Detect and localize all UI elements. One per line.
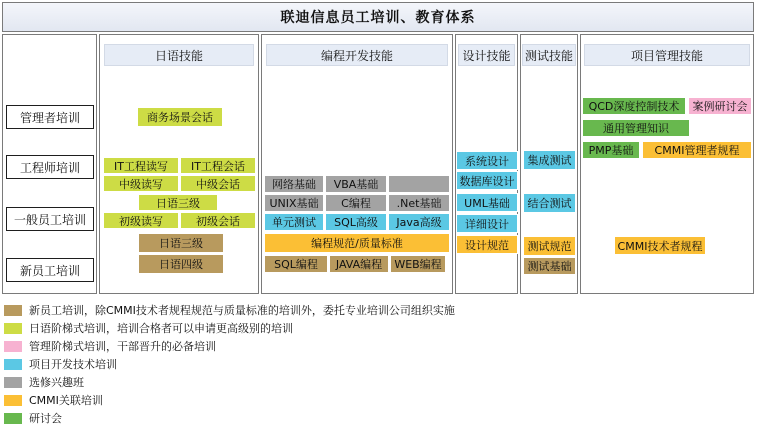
- course-japanese-level3-staff: 日语三级: [138, 194, 218, 211]
- legend-swatch: [4, 413, 22, 424]
- legend-item-new-staff: [4, 303, 455, 317]
- legend-item-elective: [4, 375, 84, 389]
- column-header-design: 设计技能: [458, 44, 515, 66]
- course-java-advanced: Java高级: [388, 213, 450, 231]
- course-vba-basics: VBA基础: [325, 175, 387, 193]
- course-japanese-level3-new: 日语三级: [138, 233, 224, 253]
- legend-item-japanese: [4, 321, 293, 335]
- legend-item-cmmi: [4, 393, 103, 407]
- course-coding-standards: 编程规范/质量标准: [264, 233, 450, 253]
- course-dotnet-basics: .Net基础: [388, 194, 450, 212]
- course-cmmi-manager: CMMI管理者规程: [642, 141, 752, 159]
- course-testing-standards: 测试规范: [523, 236, 576, 256]
- legend-text: 新员工培训，除CMMI技术者规程规范与质量标准的培训外，委托专业培训公司组织实施: [29, 304, 455, 317]
- column-header-programming: 编程开发技能: [266, 44, 448, 66]
- course-c-programming: C编程: [325, 194, 387, 212]
- course-web-programming: WEB编程: [390, 255, 446, 273]
- row-label-new-staff: 新员工培训: [6, 258, 94, 282]
- legend-swatch: [4, 377, 22, 388]
- legend-swatch: [4, 395, 22, 406]
- course-combined-testing: 结合测试: [523, 193, 576, 213]
- course-unix-basics: UNIX基础: [264, 194, 324, 212]
- course-qcd-control: QCD深度控制技术: [582, 97, 686, 115]
- legend-text: 管理阶梯式培训，干部晋升的必备培训: [29, 340, 216, 353]
- column-header-japanese: 日语技能: [104, 44, 254, 66]
- course-sql-programming: SQL编程: [264, 255, 328, 273]
- course-basic-read-write: 初级读写: [103, 212, 179, 229]
- course-detailed-design: 详细设计: [456, 214, 518, 233]
- legend-swatch: [4, 359, 22, 370]
- course-it-read-write: IT工程读写: [103, 157, 179, 174]
- pm-panel: [580, 34, 754, 294]
- diagram-title: 联迪信息员工培训、教育体系: [2, 2, 754, 32]
- course-it-conversation: IT工程会话: [180, 157, 256, 174]
- course-uml-basics: UML基础: [456, 193, 518, 212]
- course-intermediate-conversation: 中级会话: [180, 175, 256, 192]
- course-integration-testing: 集成测试: [523, 150, 576, 170]
- column-header-testing: 测试技能: [522, 44, 576, 66]
- course-intermediate-read-write: 中级读写: [103, 175, 179, 192]
- legend-text: 选修兴趣班: [29, 376, 84, 389]
- legend-text: 日语阶梯式培训，培训合格者可以申请更高级别的培训: [29, 322, 293, 335]
- course-pmp-basics: PMP基础: [582, 141, 640, 159]
- row-label-general-staff: 一般员工培训: [6, 207, 94, 231]
- course-blank-elective: [388, 175, 450, 193]
- legend-text: CMMI关联培训: [29, 394, 103, 407]
- course-general-management: 通用管理知识: [582, 119, 690, 137]
- course-network-basics: 网络基础: [264, 175, 324, 193]
- course-case-workshop: 案例研讨会: [688, 97, 752, 115]
- legend-item-workshop: [4, 411, 62, 425]
- row-label-engineer: 工程师培训: [6, 155, 94, 179]
- legend-swatch: [4, 341, 22, 352]
- legend-swatch: [4, 323, 22, 334]
- row-label-manager: 管理者培训: [6, 105, 94, 129]
- legend-text: 项目开发技术培训: [29, 358, 117, 371]
- course-basic-conversation: 初级会话: [180, 212, 256, 229]
- course-system-design: 系统设计: [456, 151, 518, 170]
- legend-item-project-dev: [4, 357, 117, 371]
- course-business-conversation: 商务场景会话: [137, 107, 223, 127]
- legend-swatch: [4, 305, 22, 316]
- course-unit-testing: 单元测试: [264, 213, 324, 231]
- course-sql-advanced: SQL高级: [325, 213, 387, 231]
- course-japanese-level4: 日语四级: [138, 254, 224, 274]
- course-testing-basics: 测试基础: [523, 257, 576, 275]
- legend-item-management: [4, 339, 216, 353]
- course-java-programming: JAVA编程: [329, 255, 389, 273]
- course-design-standards: 设计规范: [456, 235, 518, 254]
- course-database-design: 数据库设计: [456, 171, 518, 190]
- legend-text: 研讨会: [29, 412, 62, 425]
- course-cmmi-technician: CMMI技术者规程: [614, 236, 706, 255]
- column-header-pm: 项目管理技能: [584, 44, 750, 66]
